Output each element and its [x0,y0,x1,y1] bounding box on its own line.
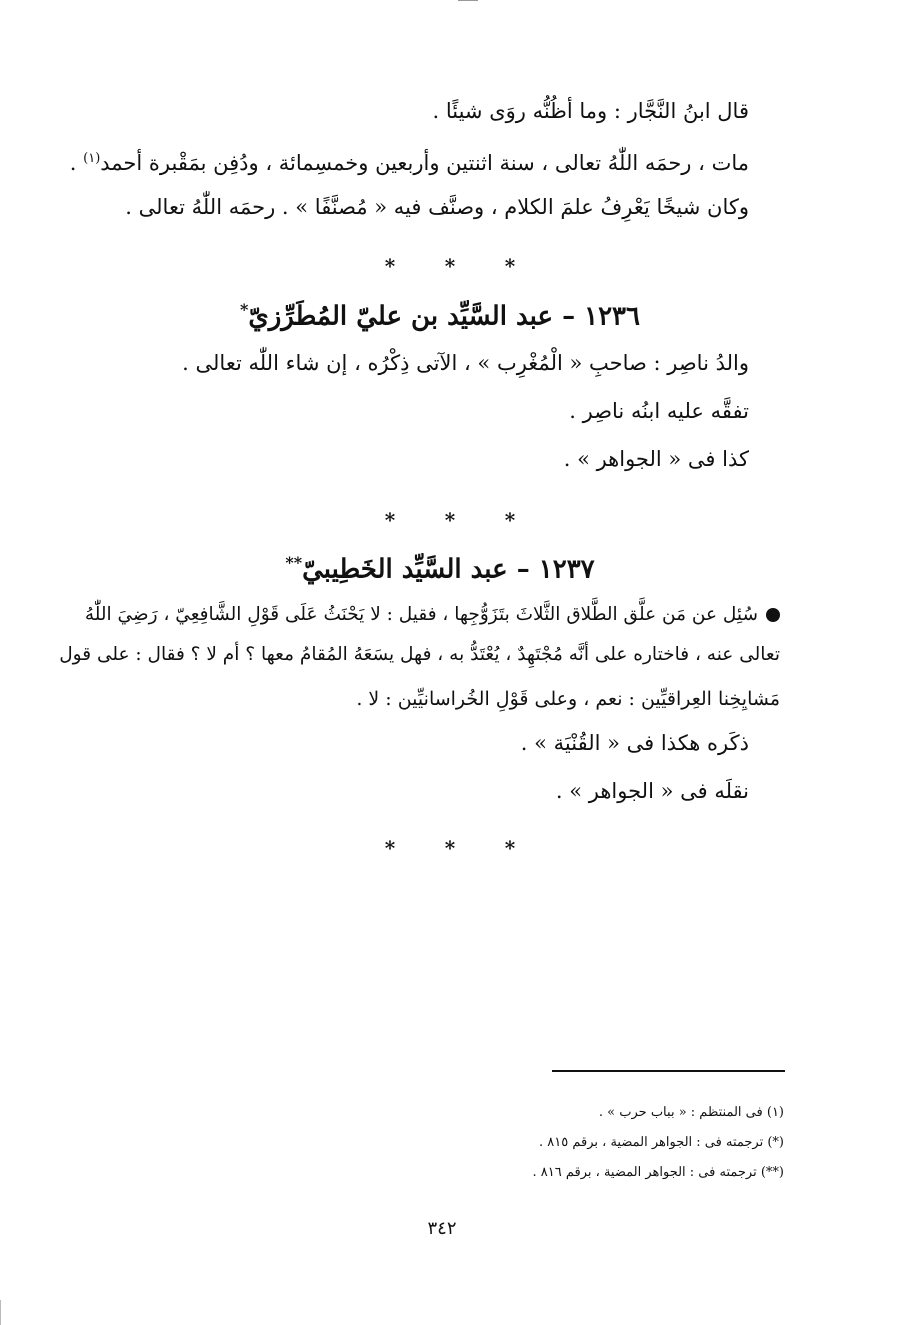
asterisk: * [444,508,456,532]
footnote-rule [552,1070,785,1072]
heading-text: ١٢٣٦ – عبد السَّيِّد بن عليّ المُطَرِّزيّ [248,301,640,332]
crop-mark-left [0,1300,1,1325]
text-line [70,144,749,178]
asterisk: * [444,254,456,278]
text-line: والدُ ناصِر : صاحبِ « الْمُغْرِب » ، الآتى ذِكْرُه ، إن شاء اللّٰه تعالى . [182,351,749,375]
text-line: كذا فى « الجواهر » . [563,447,749,471]
bullet-icon [766,608,780,622]
asterisk: * [384,508,396,532]
text-line: تعالى عنه ، فاختاره على أنَّه مُجْتَهِدٌ ، يُعْتَدُّ به ، فهل يسَعَهُ المُقامُ معها ؟ أم لا ؟ فقال : على قول [59,644,780,665]
asterisk: * [504,836,516,860]
text-line: قال ابنُ النَّجَّار : وما أظُنُّه روَى شيئًا . [432,99,749,123]
section-separator [380,838,520,858]
heading-text: ١٢٣٧ – عبد السَّيِّد الخَطِيبيّ [302,554,595,585]
entry-heading [230,293,650,334]
crop-mark-top [458,0,478,1]
heading-footnote-mark: ** [285,553,303,572]
section-separator [380,256,520,276]
text-segment: مات ، رحمَه اللّٰهُ تعالى ، سنة اثنتين وأربعين وخمسِمائة ، ودُفِن بمَقْبرة أحمد [100,151,749,175]
heading-footnote-mark: * [240,300,249,319]
text-line [84,600,780,630]
text-line: وكان شيخًا يَعْرِفُ علمَ الكلام ، وصنَّف فيه « مُصنَّفًا » . رحمَه اللّٰهُ تعالى . [125,195,749,219]
asterisk: * [384,254,396,278]
paragraph-text: سُئِل عن مَن علَّق الطَّلاق الثَّلاثَ بتَزَوُّجِها ، فقيل : لا يَحْنَثُ عَلَى قَوْلِ الشَّافِعِيّ ، رَضِيَ اللّٰهُ [84,604,758,625]
footnote: (١) فى المنتظم : « بباب حرب » . [598,1105,784,1120]
entry-heading [250,546,630,587]
text-line: نقلَه فى « الجواهر » . [555,779,749,803]
text-line: تفقَّه عليه ابنُه ناصِر . [569,399,749,423]
asterisk: * [444,836,456,860]
asterisk: * [504,254,516,278]
footnote: (**) ترجمته فى : الجواهر المضية ، برقم ٨١٦ . [532,1165,784,1180]
text-line: مَشايِخِنا العِراقيِّين : نعم ، وعلى قَوْلِ الخُراسانيِّين : لا . [356,688,780,710]
footnote-ref: (١) [83,151,101,166]
text-segment: . [69,151,84,175]
page-number: ٣٤٢ [427,1218,457,1239]
footnote: (*) ترجمته فى : الجواهر المضية ، برقم ٨١٥ . [538,1135,784,1150]
asterisk: * [384,836,396,860]
section-separator [380,510,520,530]
text-line: ذكَره هكذا فى « القُنْيَة » . [520,731,749,755]
asterisk: * [504,508,516,532]
